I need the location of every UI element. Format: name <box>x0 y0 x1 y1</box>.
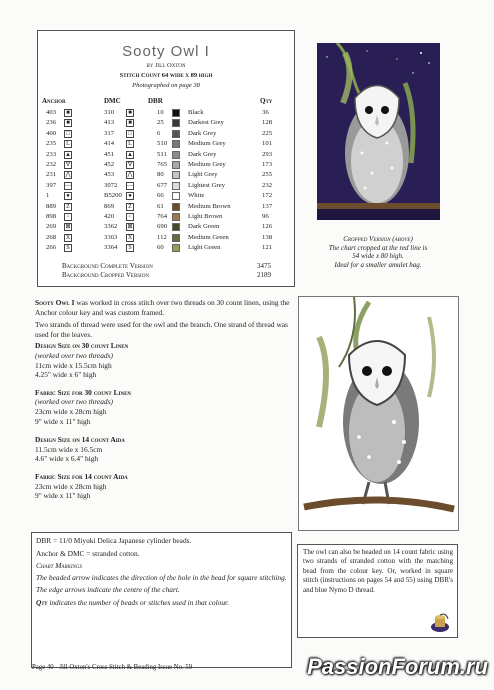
key-row <box>44 129 287 139</box>
bead-info-box <box>297 544 458 638</box>
colour-swatch <box>172 203 180 211</box>
design-size-linen-sub: (worked over two threads) <box>35 350 113 360</box>
dmc-code: 420 <box>104 213 115 220</box>
chart-symbol: S <box>64 244 72 252</box>
chart-symbol: ● <box>64 192 72 200</box>
header-dbr: DBR <box>148 97 163 105</box>
dmc-code: 317 <box>104 129 115 137</box>
bg-complete-qty: 3475 <box>257 262 271 270</box>
anchor-code: 232 <box>46 161 57 168</box>
anchor-code: 397 <box>46 181 57 189</box>
chart-symbol: ■ <box>64 109 72 117</box>
anchor-code: 898 <box>46 213 57 220</box>
chart-symbol: ∇ <box>65 162 70 168</box>
notes-content <box>36 536 288 608</box>
bg-cropped-qty: 2189 <box>257 271 271 279</box>
quantity: 293 <box>262 150 273 158</box>
dbr-code: 511 <box>157 150 167 158</box>
chart-symbol: S <box>126 244 134 252</box>
colour-name: Dark Green <box>188 223 220 231</box>
colour-swatch <box>172 234 180 242</box>
key-row <box>44 202 287 212</box>
dmc-code: 452 <box>104 161 115 168</box>
dbr-code: 25 <box>157 119 164 127</box>
key-row <box>44 160 287 170</box>
quantity: 96 <box>262 213 269 220</box>
owl-night-illustration <box>317 43 440 220</box>
key-row <box>44 191 287 201</box>
colour-swatch <box>172 151 180 159</box>
quantity: 225 <box>262 129 273 137</box>
chart-symbol: □ <box>64 130 72 138</box>
cropped-caption-line1: The chart cropped at the red line is <box>328 243 428 252</box>
chart-symbol: < <box>64 213 72 221</box>
photographed-note: Photographed on page 38 <box>132 82 200 89</box>
chart-symbol: X <box>65 234 71 241</box>
fabric-size-aida-heading: Fabric Size for 14 count Aida <box>35 471 128 481</box>
dmc-code: 451 <box>104 150 115 158</box>
dmc-code: 3072 <box>104 181 118 189</box>
dbr-code: 510 <box>157 140 168 148</box>
quantity: 172 <box>262 192 273 200</box>
chart-symbol: L <box>126 140 134 148</box>
design-size-linen-metric: 11cm wide x 15.5cm high <box>35 360 112 370</box>
bg-cropped-label: Background Cropped Version <box>62 271 149 279</box>
owl-photo-complete <box>298 296 459 531</box>
fabric-size-aida-imperial: 9" wide x 11" high <box>35 491 91 501</box>
dbr-note: DBR = 11/0 Miyuki Delica Japanese cylinder beads. <box>36 536 192 545</box>
dbr-code: 6 <box>157 129 161 137</box>
quantity: 137 <box>262 202 273 210</box>
fabric-size-linen-heading: Fabric Size for 30 count Linen <box>35 387 132 397</box>
anchor-dmc-note: Anchor & DMC = stranded cotton. <box>36 548 140 558</box>
fabric-size-aida-metric: 23cm wide x 28cm high <box>35 481 107 491</box>
quantity: 101 <box>262 140 273 148</box>
dbr-code: 61 <box>157 202 164 210</box>
dmc-code: 310 <box>104 109 115 116</box>
key-row <box>44 108 287 118</box>
chart-symbol: ∇ <box>127 162 132 168</box>
edge-arrow-note: The edge arrows indicate the centre of the chart. <box>36 585 180 595</box>
colour-name: Light Green <box>188 244 221 252</box>
colour-swatch <box>172 119 180 127</box>
colour-swatch <box>172 244 180 252</box>
colour-name: Light Brown <box>188 213 223 220</box>
colour-swatch <box>172 192 180 200</box>
cropped-caption-line2: 54 wide x 80 high. <box>352 252 404 261</box>
header-qty: Qty <box>260 97 273 105</box>
dbr-code: 690 <box>157 223 168 231</box>
key-row <box>44 243 287 253</box>
owl-photo-cropped <box>317 43 440 220</box>
intro-lead: Sooty Owl I <box>35 298 75 307</box>
stitch-count: Stitch Count 64 wide x 89 high <box>119 72 213 79</box>
colour-name: White <box>188 192 205 200</box>
body-text <box>35 298 293 501</box>
colour-name: Darkest Grey <box>188 119 224 127</box>
cropped-caption <box>300 235 456 269</box>
colour-name: Light Grey <box>188 171 218 179</box>
bg-complete-label: Background Complete Version <box>62 262 153 270</box>
fabric-size-linen-imperial: 9" wide x 11" high <box>35 416 91 426</box>
chart-symbol: ■ <box>126 109 134 117</box>
thread-spool-icon <box>429 612 451 634</box>
colour-swatch <box>172 223 180 231</box>
quantity: 36 <box>262 109 269 116</box>
page-footer: Page 40 - Jill Oxton's Cross Stitch & Beading Issue No. 59 <box>32 664 193 671</box>
key-row <box>44 118 287 128</box>
key-row <box>44 233 287 243</box>
watermark-logo: PassionForum.ru <box>307 654 488 679</box>
chart-symbol: L <box>64 140 72 148</box>
pattern-title: Sooty Owl I <box>122 43 210 60</box>
anchor-code: 1 <box>46 192 50 200</box>
quantity: 138 <box>262 233 273 241</box>
colour-swatch <box>172 161 180 169</box>
beaded-arrow-note: The beaded arrow indicates the direction of the hole in the bead for square stitching. <box>36 572 287 582</box>
cropped-caption-title: Cropped Version (above) <box>343 235 413 243</box>
fabric-size-linen-sub: (worked over two threads) <box>35 397 113 407</box>
colour-name: Medium Grey <box>188 161 226 168</box>
dbr-code: 677 <box>157 181 168 189</box>
chart-symbol: Z <box>64 203 72 211</box>
dbr-code: 80 <box>157 171 164 179</box>
anchor-code: 236 <box>46 119 57 127</box>
colour-swatch <box>172 182 180 190</box>
chart-symbol: — <box>127 182 133 189</box>
colour-swatch <box>172 140 180 148</box>
anchor-code: 235 <box>46 140 57 148</box>
key-row <box>44 212 287 222</box>
dbr-code: 60 <box>157 244 164 252</box>
key-row <box>44 181 287 191</box>
owl-white-illustration <box>299 297 458 530</box>
chart-symbol: ▲ <box>65 151 71 158</box>
anchor-code: 266 <box>46 244 57 252</box>
chart-symbol: ● <box>126 192 134 200</box>
design-size-aida-metric: 11.5cm wide x 16.5cm <box>35 444 103 454</box>
anchor-code: 233 <box>46 150 57 158</box>
chart-symbol: ⊠ <box>127 224 133 231</box>
colour-swatch <box>172 130 180 138</box>
colour-swatch <box>172 109 180 117</box>
chart-symbol: ⋀ <box>65 172 71 179</box>
colour-name: Dark Grey <box>188 129 217 137</box>
anchor-code: 400 <box>46 129 57 137</box>
dmc-code: 453 <box>104 171 115 179</box>
dmc-code: 413 <box>104 119 115 127</box>
chart-symbol: ■ <box>126 119 134 127</box>
author-line: by Jill Oxton <box>146 62 186 69</box>
dbr-code: 764 <box>157 213 168 220</box>
key-row <box>44 170 287 180</box>
chart-symbol: — <box>65 182 71 189</box>
qty-note <box>36 598 288 608</box>
chart-symbol: X <box>127 234 133 241</box>
anchor-code: 403 <box>46 109 57 116</box>
design-size-linen-imperial: 4.25" wide x 6" high <box>35 370 97 380</box>
key-row <box>44 139 287 149</box>
dmc-code: 3363 <box>104 233 118 241</box>
dmc-code: B5200 <box>104 192 122 200</box>
dmc-code: 414 <box>104 140 115 148</box>
colour-swatch <box>172 171 180 179</box>
anchor-code: 269 <box>46 223 57 231</box>
chart-symbol: < <box>126 213 134 221</box>
anchor-code: 231 <box>46 171 57 179</box>
design-size-linen-heading: Design Size on 30 count Linen <box>35 341 129 351</box>
dbr-code: 112 <box>157 233 167 241</box>
design-size-aida-imperial: 4.6" wide x 6.4" high <box>35 454 99 464</box>
bead-info-text: The owl can also be beaded on 14 count fabric using two strands of stranded cotton with the matching bead from the colour key. Or, worked in square stitch (instructions on pages 54 and 55) using DBR's and blue Nymo D thread. <box>303 548 453 594</box>
colour-key-box <box>37 30 295 287</box>
intro-paragraph <box>35 298 293 317</box>
header-dmc: DMC <box>104 97 121 105</box>
quantity: 128 <box>262 119 273 127</box>
anchor-code: 268 <box>46 233 57 241</box>
qty-text: indicates the number of beads or stitches used in that colour. <box>49 597 229 607</box>
colour-name: Medium Green <box>188 233 229 241</box>
quantity: 255 <box>262 171 273 179</box>
colour-name: Lightest Grey <box>188 181 225 189</box>
cropped-caption-line3: Ideal for a smaller amulet bag. <box>334 260 422 269</box>
chart-symbol: □ <box>126 130 134 138</box>
chart-symbol: ■ <box>64 119 72 127</box>
colour-key-table <box>44 108 287 254</box>
dmc-code: 3362 <box>104 223 118 231</box>
dbr-code: 66 <box>157 192 164 200</box>
threads-paragraph: Two strands of thread were used for the owl and the branch. One strand of thread was used for the leaves. <box>35 320 288 339</box>
notes-box <box>31 532 292 668</box>
quantity: 126 <box>262 223 273 231</box>
header-anchor: Anchor <box>42 97 66 105</box>
quantity: 173 <box>262 161 273 168</box>
colour-name: Dark Grey <box>188 150 217 158</box>
key-row <box>44 150 287 160</box>
chart-symbol: ⋀ <box>127 172 133 179</box>
quantity: 232 <box>262 181 273 189</box>
chart-symbol: Z <box>126 203 134 211</box>
chart-markings-heading: Chart Markings <box>36 561 82 571</box>
fabric-size-linen-metric: 23cm wide x 28cm high <box>35 406 107 416</box>
dbr-code: 10 <box>157 109 164 116</box>
chart-symbol: ⊠ <box>65 224 71 231</box>
design-size-aida-heading: Design Size on 14 count Aida <box>35 435 125 445</box>
dmc-code: 3364 <box>104 244 118 252</box>
quantity: 121 <box>262 244 273 252</box>
anchor-code: 889 <box>46 202 57 210</box>
colour-name: Black <box>188 109 204 116</box>
intro-rest: was worked in cross stitch over two threads on 30 count linen, using the Anchor colour key and was custom framed. <box>35 298 290 317</box>
dbr-code: 765 <box>157 161 168 168</box>
colour-name: Medium Brown <box>188 202 231 210</box>
colour-swatch <box>172 213 180 221</box>
qty-label: Qty <box>36 597 48 607</box>
key-row <box>44 222 287 232</box>
chart-symbol: ▲ <box>127 151 133 158</box>
dmc-code: 869 <box>104 202 115 210</box>
colour-name: Medium Grey <box>188 140 226 148</box>
